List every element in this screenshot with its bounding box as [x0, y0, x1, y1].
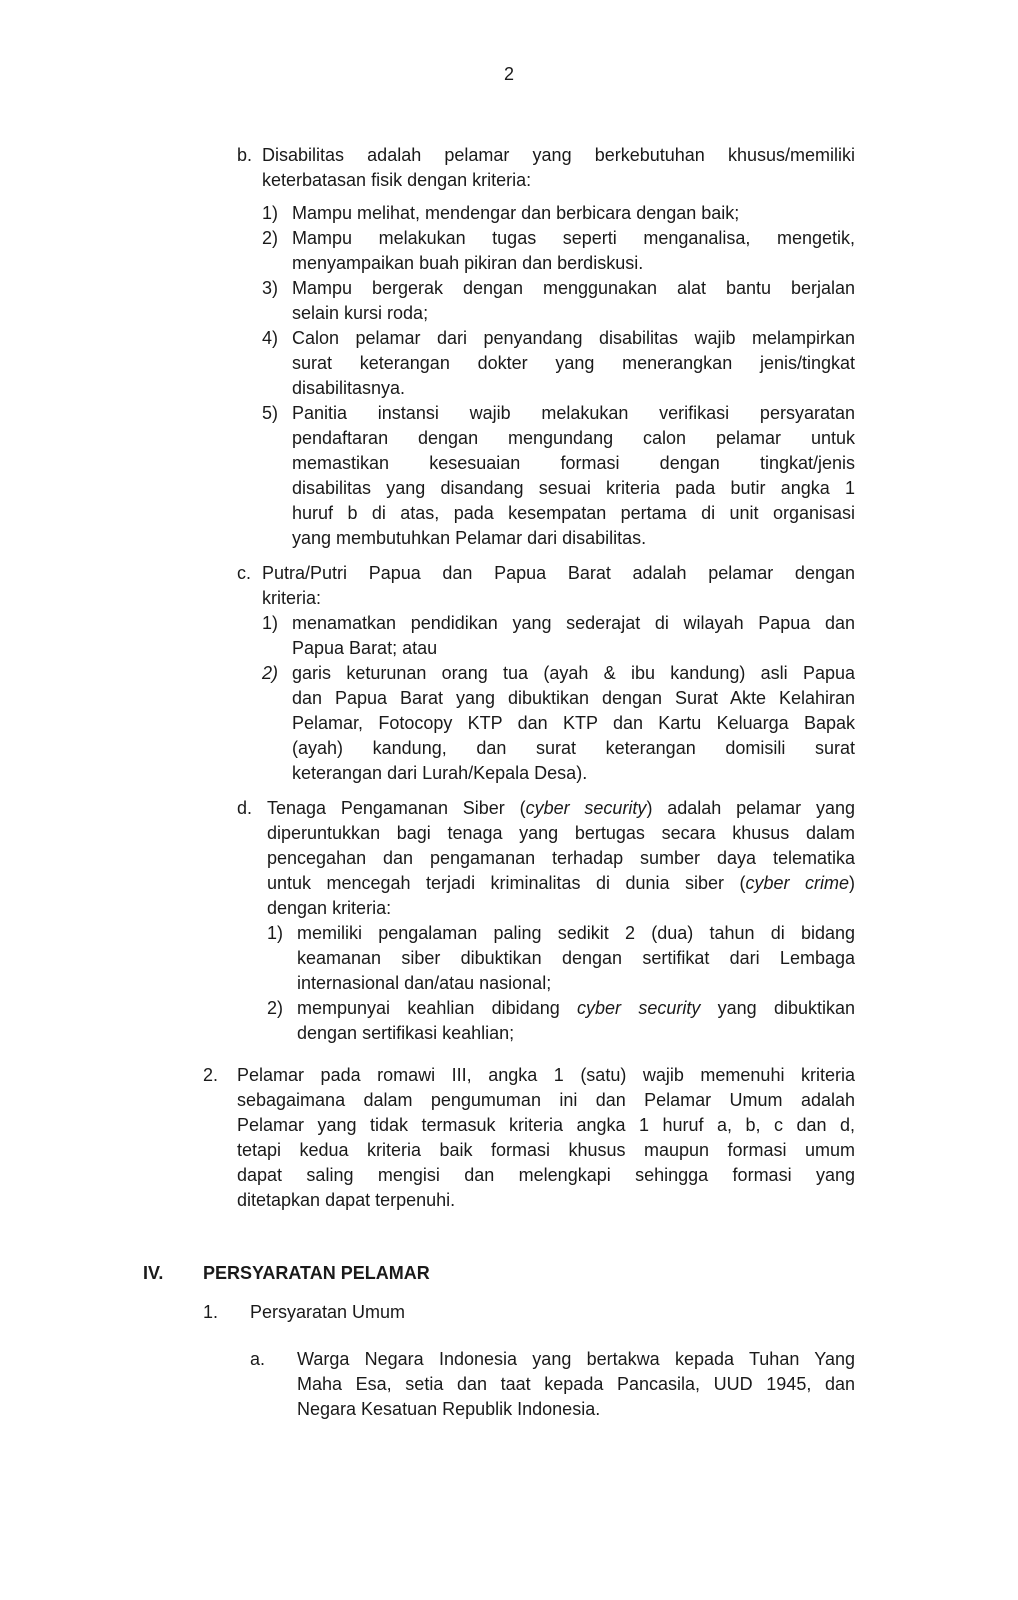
item-d-text [267, 796, 855, 921]
item-b2-text [292, 226, 855, 276]
section-iv-a-line: Warga Negara Indonesia yang bertakwa kepada Tuhan Yang [297, 1349, 855, 1369]
item-2-line: Pelamar yang tidak termasuk kriteria angka 1 huruf a, b, c dan d, [237, 1115, 855, 1135]
item-c-text [262, 561, 855, 611]
item-b1-line: Mampu melihat, mendengar dan berbicara dengan baik; [292, 203, 740, 223]
item-c2-line: dan Papua Barat yang dibuktikan dengan Surat Akte Kelahiran [292, 688, 855, 708]
item-b5-text [292, 401, 855, 551]
item-d-line4-pre: untuk mencegah terjadi kriminalitas di dunia siber ( [267, 873, 746, 893]
item-b5-line: huruf b di atas, pada kesempatan pertama di unit organisasi [292, 503, 855, 523]
item-c-line: kriteria: [262, 588, 322, 608]
item-c1-line: Papua Barat; atau [292, 638, 438, 658]
item-c1-line: menamatkan pendidikan yang sederajat di wilayah Papua dan [292, 613, 855, 633]
item-2-line: ditetapkan dapat terpenuhi. [237, 1190, 456, 1210]
page-number: 2 [503, 64, 514, 84]
item-c-line: Putra/Putri Papua dan Papua Barat adalah pelamar dengan [262, 563, 855, 583]
item-b3-marker: 3) [262, 278, 279, 298]
item-b3-line: Mampu bergerak dengan menggunakan alat bantu berjalan [292, 278, 855, 298]
section-iv-a-line: Negara Kesatuan Republik Indonesia. [297, 1399, 601, 1419]
section-iv-a-text [297, 1347, 855, 1422]
item-c2-line: garis keturunan orang tua (ayah & ibu kandung) asli Papua [292, 663, 855, 683]
item-d2-text [297, 996, 855, 1046]
item-c2-line: (ayah) kandung, dan surat keterangan domisili surat [292, 738, 855, 758]
item-c2-text [292, 661, 855, 786]
item-d2-line1-pre: mempunyai keahlian dibidang [297, 998, 578, 1018]
item-b4-line: Calon pelamar dari penyandang disabilitas wajib melampirkan [292, 328, 855, 348]
item-d1-marker: 1) [267, 923, 284, 943]
item-b5-line: yang membutuhkan Pelamar dari disabilitas. [292, 528, 647, 548]
item-2-line: tetapi kedua kriteria baik formasi khusus maupun formasi umum [237, 1140, 855, 1160]
item-d2-line [297, 996, 855, 1021]
item-c2-line: keterangan dari Lurah/Kepala Desa). [292, 763, 588, 783]
section-iv-title: PERSYARATAN PELAMAR [203, 1263, 430, 1283]
item-d-line1-pre: Tenaga Pengamanan Siber ( [267, 798, 526, 818]
item-d2-line1-post: yang dibuktikan [700, 998, 855, 1018]
item-b2-marker: 2) [262, 228, 279, 248]
item-b5-line: disabilitas yang disandang sesuai kriteria pada butir angka 1 [292, 478, 855, 498]
item-d-line: diperuntukkan bagi tenaga yang bertugas secara khusus dalam [267, 823, 855, 843]
item-c2-line: Pelamar, Fotocopy KTP dan KTP dan Kartu Keluarga Bapak [292, 713, 855, 733]
item-b2-line: Mampu melakukan tugas seperti menganalisa, mengetik, [292, 228, 855, 248]
item-d1-line: keamanan siber dibuktikan dengan sertifikat dari Lembaga [297, 948, 855, 968]
item-b5-line: memastikan kesesuaian formasi dengan tingkat/jenis [292, 453, 855, 473]
item-2-line: sebagaimana dalam pengumuman ini dan Pelamar Umum adalah [237, 1090, 855, 1110]
item-b-line: Disabilitas adalah pelamar yang berkebutuhan khusus/memiliki [262, 145, 855, 165]
section-iv-a-line: Maha Esa, setia dan taat kepada Pancasila, UUD 1945, dan [297, 1374, 855, 1394]
item-b4-line: disabilitasnya. [292, 378, 406, 398]
item-2-text [237, 1063, 855, 1213]
item-d-line1-em: cyber security [525, 798, 647, 818]
item-c1-text [292, 611, 855, 661]
item-b-marker: b. [237, 145, 253, 165]
item-d-line1-post: ) adalah pelamar yang [646, 798, 855, 818]
item-d-line: dengan kriteria: [267, 898, 392, 918]
section-iv-a-marker: a. [250, 1349, 266, 1369]
item-b4-text [292, 326, 855, 401]
item-d-line4-em: cyber crime [745, 873, 850, 893]
item-d1-line: memiliki pengalaman paling sedikit 2 (dua) tahun di bidang [297, 923, 855, 943]
item-2-line: Pelamar pada romawi III, angka 1 (satu) wajib memenuhi kriteria [237, 1065, 855, 1085]
item-b4-marker: 4) [262, 328, 279, 348]
item-b-line: keterbatasan fisik dengan kriteria: [262, 170, 532, 190]
item-d-line [267, 871, 855, 896]
item-b2-line: menyampaikan buah pikiran dan berdiskusi. [292, 253, 644, 273]
item-b3-text [292, 276, 855, 326]
item-d-marker: d. [237, 798, 253, 818]
item-d-line: pencegahan dan pengamanan terhadap sumber daya telematika [267, 848, 855, 868]
item-b1-marker: 1) [262, 203, 279, 223]
item-c-marker: c. [237, 563, 252, 583]
item-b5-line: pendaftaran dengan mengundang calon pelamar untuk [292, 428, 855, 448]
item-b-text [262, 143, 855, 193]
item-d2-line1-em: cyber security [577, 998, 701, 1018]
item-d1-line: internasional dan/atau nasional; [297, 973, 552, 993]
section-iv-numeral: IV. [143, 1263, 164, 1283]
item-d2-marker: 2) [267, 998, 284, 1018]
item-d2-line: dengan sertifikasi keahlian; [297, 1023, 515, 1043]
item-b3-line: selain kursi roda; [292, 303, 429, 323]
item-d-line [267, 796, 855, 821]
item-c1-marker: 1) [262, 613, 279, 633]
item-d-line4-post: ) [849, 873, 856, 893]
item-d1-text [297, 921, 855, 996]
item-b1-text [292, 201, 855, 226]
item-c2-marker: 2) [262, 663, 279, 683]
section-iv-sub1-title: Persyaratan Umum [250, 1302, 406, 1322]
section-iv-sub1-marker: 1. [203, 1302, 219, 1322]
item-2-line: dapat saling mengisi dan melengkapi sehingga formasi yang [237, 1165, 855, 1185]
item-b4-line: surat keterangan dokter yang menerangkan jenis/tingkat [292, 353, 855, 373]
item-b5-marker: 5) [262, 403, 279, 423]
item-2-marker: 2. [203, 1065, 219, 1085]
item-b5-line: Panitia instansi wajib melakukan verifikasi persyaratan [292, 403, 855, 423]
